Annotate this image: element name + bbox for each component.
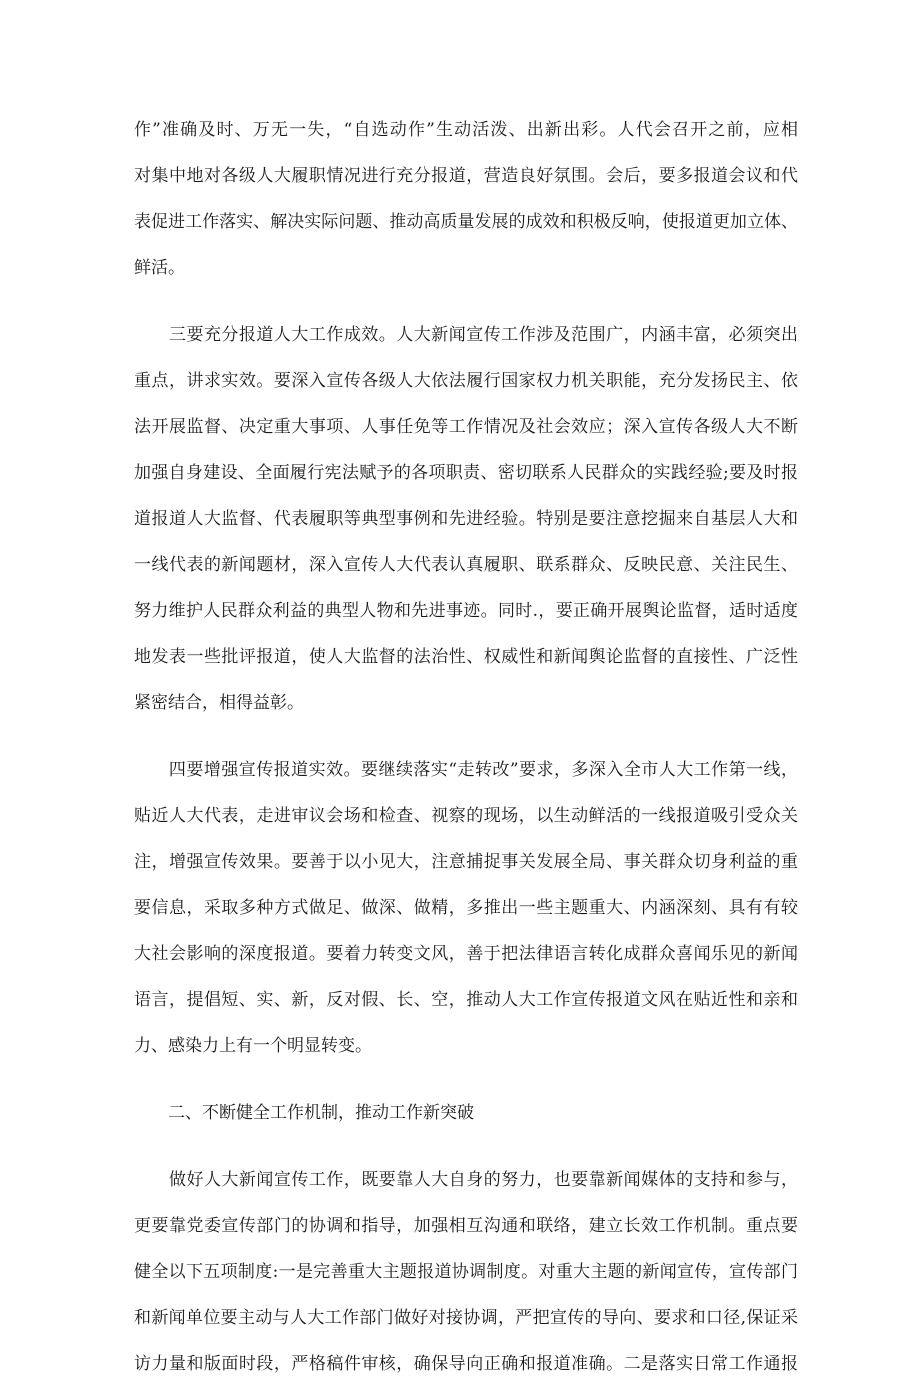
text-line: 对集中地对各级人大履职情况进行充分报道，营造良好氛围。会后，要多报道会议和代 <box>134 166 798 186</box>
paragraph <box>134 312 798 726</box>
paragraph <box>134 747 798 1069</box>
text-line: 表促进工作落实、解决实际问题、推动高质量发展的成效和积极反响，使报道更加立体、 <box>134 212 798 232</box>
text-line: 四要增强宣传报道实效。要继续落实“走转改”要求，多深入全市人大工作第一线， <box>134 760 798 780</box>
text-line: 更要靠党委宣传部门的协调和指导，加强相互沟通和联络，建立长效工作机制。重点要 <box>134 1216 798 1236</box>
text-line: 做好人大新闻宣传工作，既要靠人大自身的努力，也要靠新闻媒体的支持和参与， <box>134 1170 798 1190</box>
text-line: 努力维护人民群众利益的典型人物和先进事迹。同时.，要正确开展舆论监督，适时适度 <box>134 601 798 621</box>
text-line: 注，增强宣传效果。要善于以小见大，注意捕捉事关发展全局、事关群众切身利益的重 <box>134 852 798 872</box>
text-line: 语言，提倡短、实、新，反对假、长、空，推动人大工作宣传报道文风在贴近性和亲和 <box>134 990 798 1010</box>
paragraph-gap <box>134 291 798 312</box>
text-line: 法开展监督、决定重大事项、人事任免等工作情况及社会效应；深入宣传各级人大不断 <box>134 417 798 437</box>
text-line: 加强自身建设、全面履行宪法赋予的各项职责、密切联系人民群众的实践经验;要及时报 <box>134 463 798 483</box>
paragraph <box>134 1090 798 1136</box>
text-line: 大社会影响的深度报道。要着力转变文风，善于把法律语言转化成群众喜闻乐见的新闻 <box>134 944 798 964</box>
text-line: 健全以下五项制度:一是完善重大主题报道协调制度。对重大主题的新闻宣传，宣传部门 <box>134 1262 798 1282</box>
text-line: 二、不断健全工作机制，推动工作新突破 <box>134 1103 474 1123</box>
text-line: 地发表一些批评报道，使人大监督的法治性、权威性和新闻舆论监督的直接性、广泛性 <box>134 647 798 667</box>
text-line: 力、感染力上有一个明显转变。 <box>134 1036 372 1056</box>
paragraph-gap <box>134 726 798 747</box>
paragraph-gap <box>134 1136 798 1157</box>
text-line: 作”准确及时、万无一失，“自选动作”生动活泼、出新出彩。人代会召开之前，应相 <box>134 120 798 140</box>
text-line: 紧密结合，相得益彰。 <box>134 693 304 713</box>
paragraph-gap <box>134 1069 798 1090</box>
text-line: 访力量和版面时段，严格稿件审核，确保导向正确和报道准确。二是落实日常工作通报 <box>134 1354 798 1374</box>
paragraph <box>134 1157 798 1387</box>
text-line: 贴近人大代表，走进审议会场和检查、视察的现场，以生动鲜活的一线报道吸引受众关 <box>134 806 798 826</box>
document-body <box>134 107 798 1387</box>
text-line: 三要充分报道人大工作成效。人大新闻宣传工作涉及范围广，内涵丰富，必须突出 <box>134 325 798 345</box>
text-line: 重点，讲求实效。要深入宣传各级人大依法履行国家权力机关职能，充分发扬民主、依 <box>134 371 798 391</box>
paragraph <box>134 107 798 291</box>
text-line: 要信息，采取多种方式做足、做深、做精，多推出一些主题重大、内涵深刻、具有有较 <box>134 898 798 918</box>
text-line: 道报道人大监督、代表履职等典型事例和先进经验。特别是要注意挖掘来自基层人大和 <box>134 509 798 529</box>
text-line: 鲜活。 <box>134 258 185 278</box>
text-line: 和新闻单位要主动与人大工作部门做好对接协调，严把宣传的导向、要求和口径,保证采 <box>134 1308 798 1328</box>
text-line: 一线代表的新闻题材，深入宣传人大代表认真履职、联系群众、反映民意、关注民生、 <box>134 555 798 575</box>
